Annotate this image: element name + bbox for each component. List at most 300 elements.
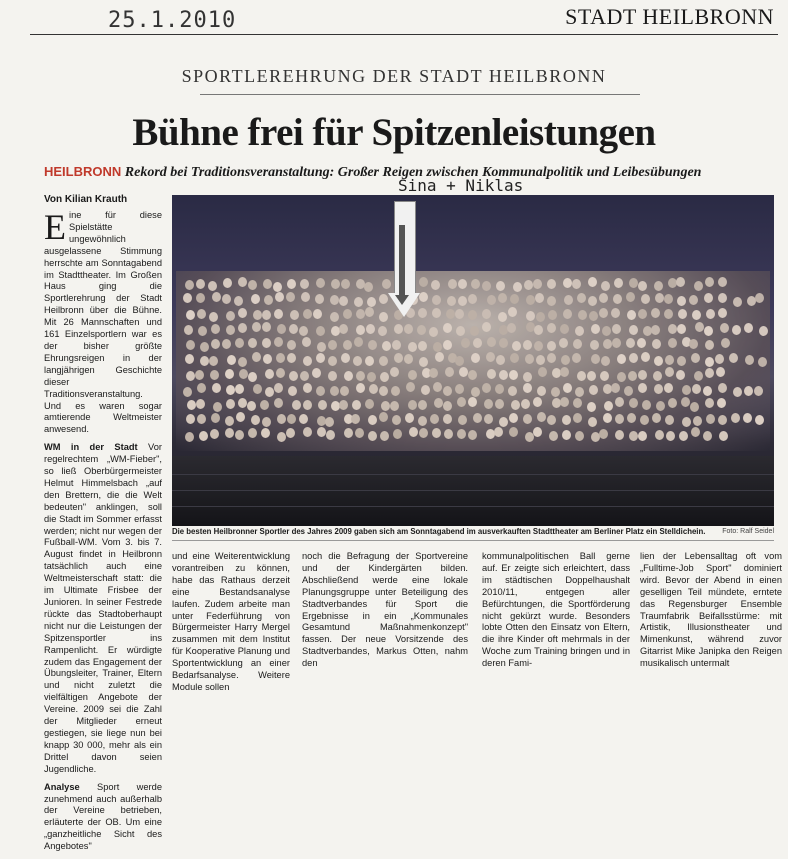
person-face — [468, 294, 477, 304]
person-face — [287, 353, 296, 363]
person-face — [654, 356, 663, 366]
person-face — [186, 371, 195, 381]
person-face — [626, 338, 635, 348]
person-face — [664, 294, 673, 304]
person-face — [210, 370, 219, 380]
person-face — [432, 295, 441, 305]
person-face — [380, 431, 389, 441]
person-face — [718, 277, 727, 287]
article-column-5: lien der Lebensalltag oft vom „Fulltime-Job Sport" dominiert wird. Bevor der Abend in einen geselligen Teil mündete, erntete das Regensburger Ensemble Traumfabrik Beifallsstürme: mit Artistik, Illusionstheater und Mimenkunst, während zuvor Gitarrist Mike Janipka den Reigen musikalisch untermalt — [640, 551, 782, 669]
person-face — [341, 279, 350, 289]
byline: Von Kilian Krauth — [44, 194, 128, 205]
person-face — [718, 293, 727, 303]
person-face — [682, 385, 691, 395]
person-face — [253, 384, 262, 394]
person-face — [654, 384, 663, 394]
person-face — [235, 430, 244, 440]
person-face — [455, 356, 464, 366]
person-face — [693, 416, 702, 426]
person-face — [692, 384, 701, 394]
person-face — [187, 400, 196, 410]
person-face — [300, 371, 309, 381]
person-face — [457, 397, 466, 407]
person-face — [641, 294, 650, 304]
person-face — [313, 309, 322, 319]
person-face — [394, 353, 403, 363]
person-face — [429, 327, 438, 337]
person-face — [209, 312, 218, 322]
person-face — [196, 279, 205, 289]
person-face — [197, 383, 206, 393]
person-face — [654, 281, 663, 291]
person-face — [547, 296, 556, 306]
person-face — [703, 386, 712, 396]
person-face — [367, 372, 376, 382]
person-face — [627, 413, 636, 423]
person-face — [677, 296, 686, 306]
person-face — [482, 281, 491, 291]
person-face — [368, 415, 377, 425]
subhead-wm: WM in der Stadt — [44, 442, 138, 453]
person-face — [508, 307, 517, 317]
person-face — [274, 383, 283, 393]
person-face — [665, 355, 674, 365]
person-face — [678, 309, 687, 319]
article-column-4: kommunalpolitischen Ball gerne auf. Er zeigte sich erleichtert, dass im städtischen Doppelhaushalt 2010/11, entgegen aller Befürchtungen, die Sportförderung nicht gekürzt wurde. Besonders lobte Otten den Einsatz von Eltern, die ihre Kinder oft mehrmals in der Woche zum Training bringen und in deren Fami- — [482, 551, 630, 669]
person-face — [252, 322, 261, 332]
person-face — [509, 427, 518, 437]
person-face — [265, 369, 274, 379]
person-face — [252, 352, 261, 362]
person-face — [417, 325, 426, 335]
person-face — [523, 383, 532, 393]
person-face — [603, 384, 612, 394]
person-face — [227, 355, 236, 365]
person-face — [716, 367, 725, 377]
person-face — [486, 429, 495, 439]
person-face — [330, 312, 339, 322]
person-face — [197, 309, 206, 319]
person-face — [458, 279, 467, 289]
person-face — [573, 413, 582, 423]
person-face — [328, 356, 337, 366]
person-face — [626, 292, 635, 302]
person-face — [379, 412, 388, 422]
group-photo — [172, 195, 774, 526]
person-face — [223, 278, 232, 288]
person-face — [390, 401, 399, 411]
person-face — [524, 280, 533, 290]
person-face — [612, 338, 621, 348]
person-face — [599, 293, 608, 303]
person-face — [562, 430, 571, 440]
person-face — [588, 296, 597, 306]
person-face — [599, 308, 608, 318]
person-face — [560, 367, 569, 377]
person-face — [222, 339, 231, 349]
person-face — [238, 357, 247, 367]
person-face — [183, 293, 192, 303]
person-face — [534, 325, 543, 335]
person-face — [339, 296, 348, 306]
person-face — [211, 324, 220, 334]
person-face — [458, 296, 467, 306]
person-face — [198, 326, 207, 336]
person-face — [498, 312, 507, 322]
person-face — [339, 324, 348, 334]
person-face — [299, 414, 308, 424]
kicker-rule — [200, 94, 640, 95]
person-face — [226, 325, 235, 335]
person-face — [316, 278, 325, 288]
person-face — [498, 293, 507, 303]
person-face — [419, 357, 428, 367]
person-face — [744, 323, 753, 333]
person-face — [575, 387, 584, 397]
marker-arrow-icon — [394, 201, 416, 295]
article-column-3: noch die Befragung der Sportvereine und der Kindergärten bilden. Abschließend werde eine lokale Planungsgruppe unter Beteiligung des Stadtverbandes für Sport die Ergebnisse in ein „Kommunales Gesamtund Maßnahmenkonzept" fassen. Der neue Vorsitzende des Stadtverbandes, Markus Otten, nahm den — [302, 551, 468, 669]
section-title: STADT HEILBRONN — [565, 4, 774, 29]
person-face — [433, 382, 442, 392]
person-face — [487, 295, 496, 305]
person-face — [365, 399, 374, 409]
person-face — [379, 356, 388, 366]
person-face — [535, 293, 544, 303]
person-face — [534, 341, 543, 351]
person-face — [263, 279, 272, 289]
person-face — [473, 338, 482, 348]
person-face — [443, 323, 452, 333]
person-face — [443, 414, 452, 424]
person-face — [382, 279, 391, 289]
person-face — [196, 293, 205, 303]
person-face — [499, 370, 508, 380]
person-face — [287, 279, 296, 289]
person-face — [487, 369, 496, 379]
person-face — [382, 341, 391, 351]
person-face — [353, 356, 362, 366]
person-face — [617, 372, 626, 382]
person-face — [184, 325, 193, 335]
person-face — [676, 277, 685, 287]
person-face — [758, 357, 767, 367]
person-face — [510, 353, 519, 363]
marker-arrow-tip — [395, 295, 409, 305]
person-face — [536, 355, 545, 365]
person-face — [432, 308, 441, 318]
person-face — [468, 430, 477, 440]
person-face — [627, 310, 636, 320]
person-face — [468, 310, 477, 320]
article-column-1 — [44, 207, 162, 859]
person-face — [689, 295, 698, 305]
person-face — [495, 384, 504, 394]
person-face — [559, 338, 568, 348]
person-face — [664, 309, 673, 319]
person-face — [533, 279, 542, 289]
person-face — [665, 415, 674, 425]
person-face — [328, 340, 337, 350]
person-face — [288, 386, 297, 396]
person-face — [705, 357, 714, 367]
person-face — [471, 353, 480, 363]
person-face — [733, 387, 742, 397]
person-face — [212, 383, 221, 393]
person-face — [694, 281, 703, 291]
person-face — [431, 280, 440, 290]
person-face — [668, 338, 677, 348]
caption-rule — [172, 540, 774, 541]
person-face — [655, 430, 664, 440]
person-face — [637, 338, 646, 348]
person-face — [602, 326, 611, 336]
person-face — [277, 414, 286, 424]
person-face — [356, 383, 365, 393]
person-face — [704, 326, 713, 336]
person-face — [289, 324, 298, 334]
person-face — [331, 279, 340, 289]
person-face — [343, 309, 352, 319]
person-face — [211, 339, 220, 349]
person-face — [455, 309, 464, 319]
person-face — [615, 430, 624, 440]
person-face — [248, 338, 257, 348]
person-face — [356, 371, 365, 381]
person-face — [526, 295, 535, 305]
person-face — [591, 354, 600, 364]
wm-paragraph — [44, 442, 162, 775]
person-face — [213, 402, 222, 412]
person-face — [705, 368, 714, 378]
person-face — [365, 307, 374, 317]
person-face — [368, 340, 377, 350]
person-face — [547, 353, 556, 363]
person-face — [225, 428, 234, 438]
person-face — [548, 310, 557, 320]
person-face — [759, 326, 768, 336]
stage-line — [172, 474, 774, 475]
person-face — [208, 281, 217, 291]
dateline-place: HEILBRONN — [44, 164, 122, 179]
person-face — [364, 282, 373, 292]
person-face — [260, 400, 269, 410]
person-face — [262, 338, 271, 348]
person-face — [253, 310, 262, 320]
person-face — [380, 372, 389, 382]
person-face — [652, 413, 661, 423]
person-face — [642, 400, 651, 410]
person-face — [694, 371, 703, 381]
person-face — [578, 310, 587, 320]
person-face — [638, 370, 647, 380]
person-face — [447, 296, 456, 306]
person-face — [238, 323, 247, 333]
person-face — [419, 428, 428, 438]
person-face — [341, 353, 350, 363]
person-face — [563, 309, 572, 319]
person-face — [339, 400, 348, 410]
person-face — [247, 401, 256, 411]
person-face — [526, 311, 535, 321]
person-face — [302, 337, 311, 347]
stage-floor — [172, 456, 774, 526]
person-face — [486, 352, 495, 362]
person-face — [317, 427, 326, 437]
person-face — [651, 325, 660, 335]
person-face — [344, 428, 353, 438]
person-face — [418, 341, 427, 351]
person-face — [186, 310, 195, 320]
person-face — [292, 400, 301, 410]
person-face — [248, 428, 257, 438]
person-face — [200, 342, 209, 352]
person-face — [533, 427, 542, 437]
person-face — [624, 386, 633, 396]
person-face — [692, 310, 701, 320]
person-face — [564, 295, 573, 305]
person-face — [561, 355, 570, 365]
person-face — [461, 338, 470, 348]
person-face — [668, 324, 677, 334]
subhead-analyse: Analyse — [44, 781, 80, 792]
person-face — [367, 297, 376, 307]
person-face — [457, 429, 466, 439]
person-face — [356, 279, 365, 289]
person-face — [484, 414, 493, 424]
person-face — [369, 384, 378, 394]
person-face — [418, 400, 427, 410]
person-face — [733, 297, 742, 307]
person-face — [629, 325, 638, 335]
person-face — [538, 367, 547, 377]
person-face — [577, 371, 586, 381]
person-face — [589, 385, 598, 395]
person-face — [651, 308, 660, 318]
person-face — [547, 341, 556, 351]
person-face — [468, 397, 477, 407]
person-face — [603, 339, 612, 349]
person-face — [394, 324, 403, 334]
person-face — [419, 277, 428, 287]
person-face — [509, 413, 518, 423]
person-face — [601, 281, 610, 291]
person-face — [366, 324, 375, 334]
person-face — [186, 414, 195, 424]
wm-text: Vor regelrechtem „WM-Fieber", so ließ Oberbürgermeister Helmut Himmelsbach „auf den Brettern, die die Welt bedeuten" anklingen, soll die Stadt im Sommer erfasst werden; nicht nur wegen der Fußball-WM. Vom 3. bis 7. August findet in Heilbronn tatsächlich auch eine Weltmeisterschaft statt: die im Ultimate Frisbee der Junioren. In seiner Festrede rückte das Stadtoberhaupt nicht nur die Leistungen der Spitzensportler ins Rampenlicht. Er würdigte zudem das Engagement der Übungsleiter, Trainer, Eltern und nicht zuletzt die vielfältigen Angebote der Vereine. 2009 sei die Zahl der Mitglieder erneut gestiegen, sie liege nun bei knapp 30 000, mehr als ein Drittel davon seien Jugendliche. — [44, 442, 162, 774]
person-face — [448, 279, 457, 289]
person-face — [262, 417, 271, 427]
person-face — [326, 430, 335, 440]
person-face — [587, 402, 596, 412]
person-face — [381, 401, 390, 411]
person-face — [482, 322, 491, 332]
header-rule — [30, 34, 778, 35]
person-face — [318, 400, 327, 410]
headline: Bühne frei für Spitzenleistungen — [132, 111, 656, 154]
person-face — [689, 339, 698, 349]
person-face — [312, 368, 321, 378]
person-face — [703, 431, 712, 441]
person-face — [456, 326, 465, 336]
person-face — [344, 371, 353, 381]
person-face — [755, 415, 764, 425]
person-face — [677, 356, 686, 366]
person-face — [560, 324, 569, 334]
person-face — [316, 326, 325, 336]
person-face — [509, 370, 518, 380]
person-face — [664, 383, 673, 393]
dropcap: E — [44, 207, 66, 247]
person-face — [330, 386, 339, 396]
person-face — [487, 337, 496, 347]
person-face — [547, 279, 556, 289]
person-face — [575, 431, 584, 441]
subheadline: Rekord bei Traditionsveranstaltung: Großer Reigen zwischen Kommunalpolitik und Leibesübungen — [124, 165, 702, 180]
person-face — [235, 338, 244, 348]
photo-credit: Foto: Ralf Seidel — [722, 528, 774, 535]
person-face — [195, 370, 204, 380]
person-face — [276, 368, 285, 378]
person-face — [226, 385, 235, 395]
person-face — [629, 278, 638, 288]
person-face — [234, 296, 243, 306]
person-face — [705, 398, 714, 408]
person-face — [601, 356, 610, 366]
person-face — [262, 310, 271, 320]
person-face — [430, 414, 439, 424]
person-face — [525, 354, 534, 364]
person-face — [510, 294, 519, 304]
person-face — [640, 415, 649, 425]
person-face — [628, 371, 637, 381]
person-face — [666, 431, 675, 441]
person-face — [745, 355, 754, 365]
person-face — [705, 277, 714, 287]
person-face — [445, 367, 454, 377]
person-face — [743, 413, 752, 423]
crowd-image — [176, 271, 770, 451]
person-face — [251, 294, 260, 304]
person-face — [523, 372, 532, 382]
person-face — [611, 308, 620, 318]
person-face — [391, 386, 400, 396]
person-face — [196, 399, 205, 409]
person-face — [718, 415, 727, 425]
person-face — [591, 324, 600, 334]
person-face — [638, 309, 647, 319]
person-face — [655, 293, 664, 303]
person-face — [629, 431, 638, 441]
person-face — [563, 383, 572, 393]
person-face — [379, 312, 388, 322]
person-face — [303, 400, 312, 410]
person-face — [551, 387, 560, 397]
person-face — [638, 281, 647, 291]
marker-arrow-stroke — [399, 225, 405, 299]
person-face — [495, 399, 504, 409]
person-face — [316, 353, 325, 363]
person-face — [379, 386, 388, 396]
handwritten-names: Sina + Niklas — [398, 176, 524, 195]
person-face — [511, 400, 520, 410]
person-face — [444, 429, 453, 439]
person-face — [494, 427, 503, 437]
person-face — [248, 280, 257, 290]
person-face — [459, 367, 468, 377]
person-face — [289, 371, 298, 381]
person-face — [286, 292, 295, 302]
person-face — [351, 414, 360, 424]
